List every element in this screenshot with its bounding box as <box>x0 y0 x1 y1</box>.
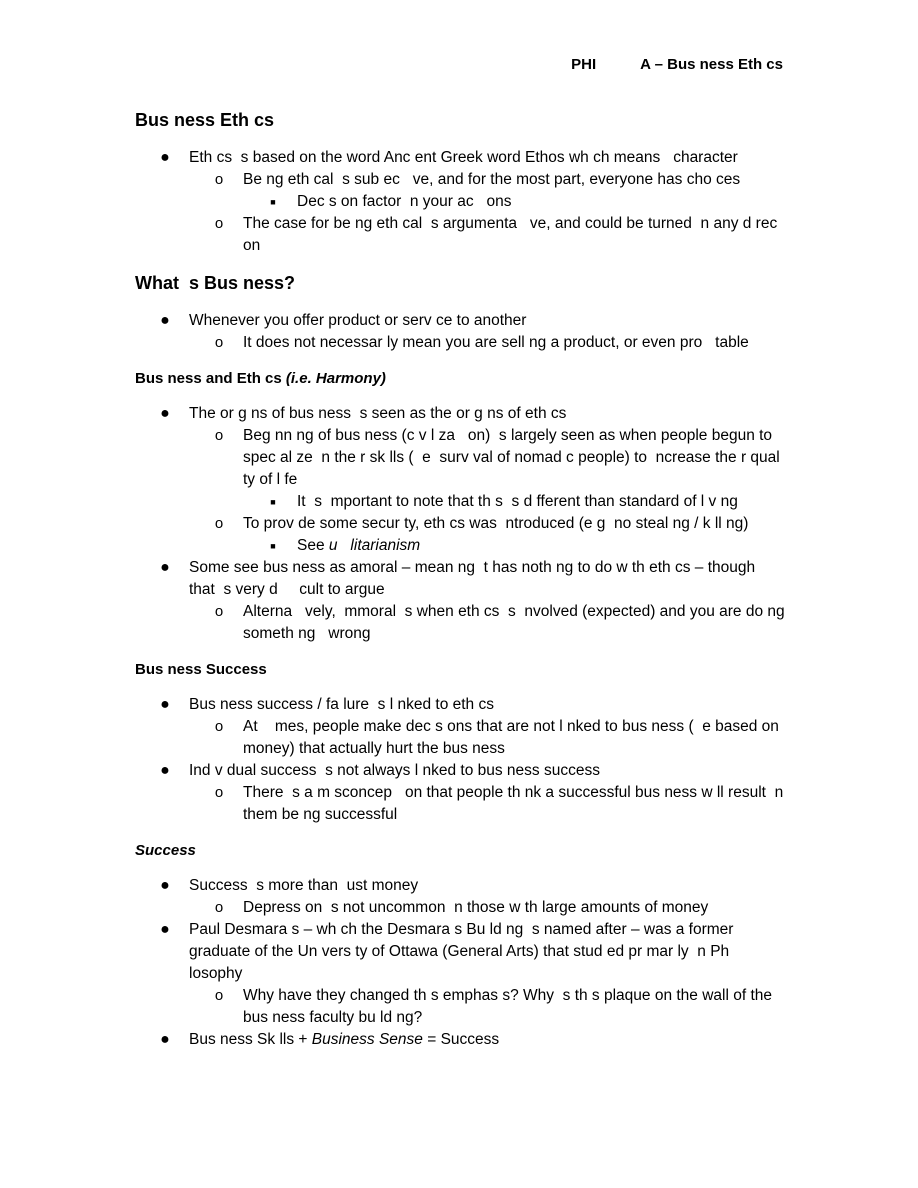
sub-list <box>189 782 788 826</box>
list-item-emphasis: Business Sense <box>311 1031 423 1048</box>
section-heading: Success <box>135 842 196 859</box>
list-item <box>189 897 785 919</box>
section-heading: Bus ness Eth cs <box>135 110 275 130</box>
list-item-text: Paul Desmara s – wh ch the Desmara s Bu ld ng s named after – was a former graduate of the Un vers ty of Ottawa (General Arts) that stud ed pr mar ly n Ph losophy <box>189 921 738 982</box>
filled-circle-bullet-icon: ● <box>160 559 170 576</box>
list-item-text: = Success <box>422 1031 500 1048</box>
sub-list <box>189 169 791 257</box>
hollow-circle-bullet-icon: o <box>214 171 224 188</box>
filled-circle-bullet-icon: ● <box>160 762 170 779</box>
list-item <box>135 147 791 257</box>
bullet-list <box>135 875 785 1051</box>
list-item-text: Dec s on factor n your ac ons <box>297 193 512 210</box>
list-item-text: It does not necessar ly mean you are sell ng a product, or even pro table <box>243 334 749 351</box>
hollow-circle-bullet-icon: o <box>214 603 224 620</box>
list-item <box>189 513 785 557</box>
sub-list <box>243 535 785 557</box>
section-heading-text: Bus ness and Eth cs <box>135 370 282 387</box>
section-heading <box>135 370 785 387</box>
list-item-text: Eth cs s based on the word Anc ent Greek word Ethos wh ch means character <box>189 149 738 166</box>
list-item <box>189 716 785 760</box>
filled-circle-bullet-icon: ● <box>160 921 170 938</box>
sub-list <box>189 601 789 645</box>
list-item-text: To prov de some secur ty, eth cs was ntroduced (e g no steal ng / k ll ng) <box>243 515 749 532</box>
list-item-text: See <box>297 537 329 554</box>
section-heading: Bus ness Success <box>135 661 267 678</box>
list-item-text: Some see bus ness as amoral – mean ng t has noth ng to do w th eth cs – though that s very d cult to argue <box>189 559 760 598</box>
list-item <box>189 213 791 257</box>
list-item-emphasis: u litarianism <box>328 537 421 554</box>
list-item <box>135 875 785 919</box>
list-item-text: Bus ness Sk lls + <box>189 1031 312 1048</box>
hollow-circle-bullet-icon: o <box>214 899 224 916</box>
course-code: PHI <box>571 56 597 73</box>
list-item-text: Why have they changed th s emphas s? Why s th s plaque on the wall of the bus ness faculty bu ld ng? <box>243 987 777 1026</box>
bullet-list <box>135 310 785 354</box>
hollow-circle-bullet-icon: o <box>214 515 224 532</box>
list-item <box>135 919 785 1029</box>
sub-list <box>189 985 785 1029</box>
list-item-text: Whenever you offer product or serv ce to another <box>189 312 527 329</box>
list-item-text: Be ng eth cal s sub ec ve, and for the most part, everyone has cho ces <box>243 171 741 188</box>
sub-list <box>243 191 785 213</box>
list-item <box>189 425 785 513</box>
list-item <box>189 782 788 826</box>
list-item-text: Depress on s not uncommon n those w th large amounts of money <box>243 899 709 916</box>
sub-list <box>243 491 785 513</box>
list-item-text: At mes, people make dec s ons that are not l nked to bus ness ( e based on money) that actually hurt the bus ness <box>243 718 784 757</box>
list-item <box>135 557 789 645</box>
list-item <box>243 491 785 513</box>
hollow-circle-bullet-icon: o <box>214 784 224 801</box>
list-item <box>135 1029 785 1051</box>
list-item <box>243 535 785 557</box>
list-item-text: Bus ness success / fa lure s l nked to eth cs <box>189 696 494 713</box>
list-item <box>135 760 788 826</box>
filled-circle-bullet-icon: ● <box>160 405 170 422</box>
list-item-text: Alterna vely, mmoral s when eth cs s nvolved (expected) and you are do ng someth ng wrong <box>243 603 789 642</box>
hollow-circle-bullet-icon: o <box>214 987 224 1004</box>
page-header <box>0 56 783 73</box>
filled-circle-bullet-icon: ● <box>160 696 170 713</box>
list-item <box>189 332 785 354</box>
bullet-list <box>135 403 789 645</box>
hollow-circle-bullet-icon: o <box>214 215 224 232</box>
list-item-text: Beg nn ng of bus ness (c v l za on) s largely seen as when people begun to spec al ze n the r sk lls ( e surv val of nomad c people) to ncrease the r qual ty of l fe <box>243 427 785 488</box>
sub-list <box>189 716 785 760</box>
list-item <box>135 403 785 557</box>
list-item <box>243 191 785 213</box>
filled-circle-bullet-icon: ● <box>160 877 170 894</box>
list-item <box>135 310 785 354</box>
list-item-text: There s a m sconcep on that people th nk a successful bus ness w ll result n them be ng successful <box>243 784 788 823</box>
list-item <box>135 694 785 760</box>
filled-square-bullet-icon: ■ <box>270 541 276 551</box>
header-title: A – Bus ness Eth cs <box>640 56 783 73</box>
filled-square-bullet-icon: ■ <box>270 497 276 507</box>
list-item-text: It s mportant to note that th s s d fferent than standard of l v ng <box>297 493 738 510</box>
list-item <box>189 985 785 1029</box>
list-item <box>189 169 785 213</box>
list-item-text: Success s more than ust money <box>189 877 419 894</box>
list-item-text: The case for be ng eth cal s argumenta ve, and could be turned n any d rec on <box>243 215 791 254</box>
list-item <box>189 601 789 645</box>
sub-list <box>189 897 785 919</box>
hollow-circle-bullet-icon: o <box>214 427 224 444</box>
hollow-circle-bullet-icon: o <box>214 334 224 351</box>
filled-circle-bullet-icon: ● <box>160 1031 170 1048</box>
sub-list <box>189 332 785 354</box>
filled-circle-bullet-icon: ● <box>160 312 170 329</box>
filled-circle-bullet-icon: ● <box>160 149 170 166</box>
document-body <box>135 110 791 1067</box>
section-heading-note: (i.e. Harmony) <box>285 370 386 387</box>
bullet-list <box>135 694 788 826</box>
hollow-circle-bullet-icon: o <box>214 718 224 735</box>
section-heading: What s Bus ness? <box>135 273 296 293</box>
list-item-text: The or g ns of bus ness s seen as the or g ns of eth cs <box>189 405 567 422</box>
bullet-list <box>135 147 791 257</box>
filled-square-bullet-icon: ■ <box>270 197 276 207</box>
sub-list <box>189 425 785 557</box>
list-item-text: Ind v dual success s not always l nked to bus ness success <box>189 762 600 779</box>
